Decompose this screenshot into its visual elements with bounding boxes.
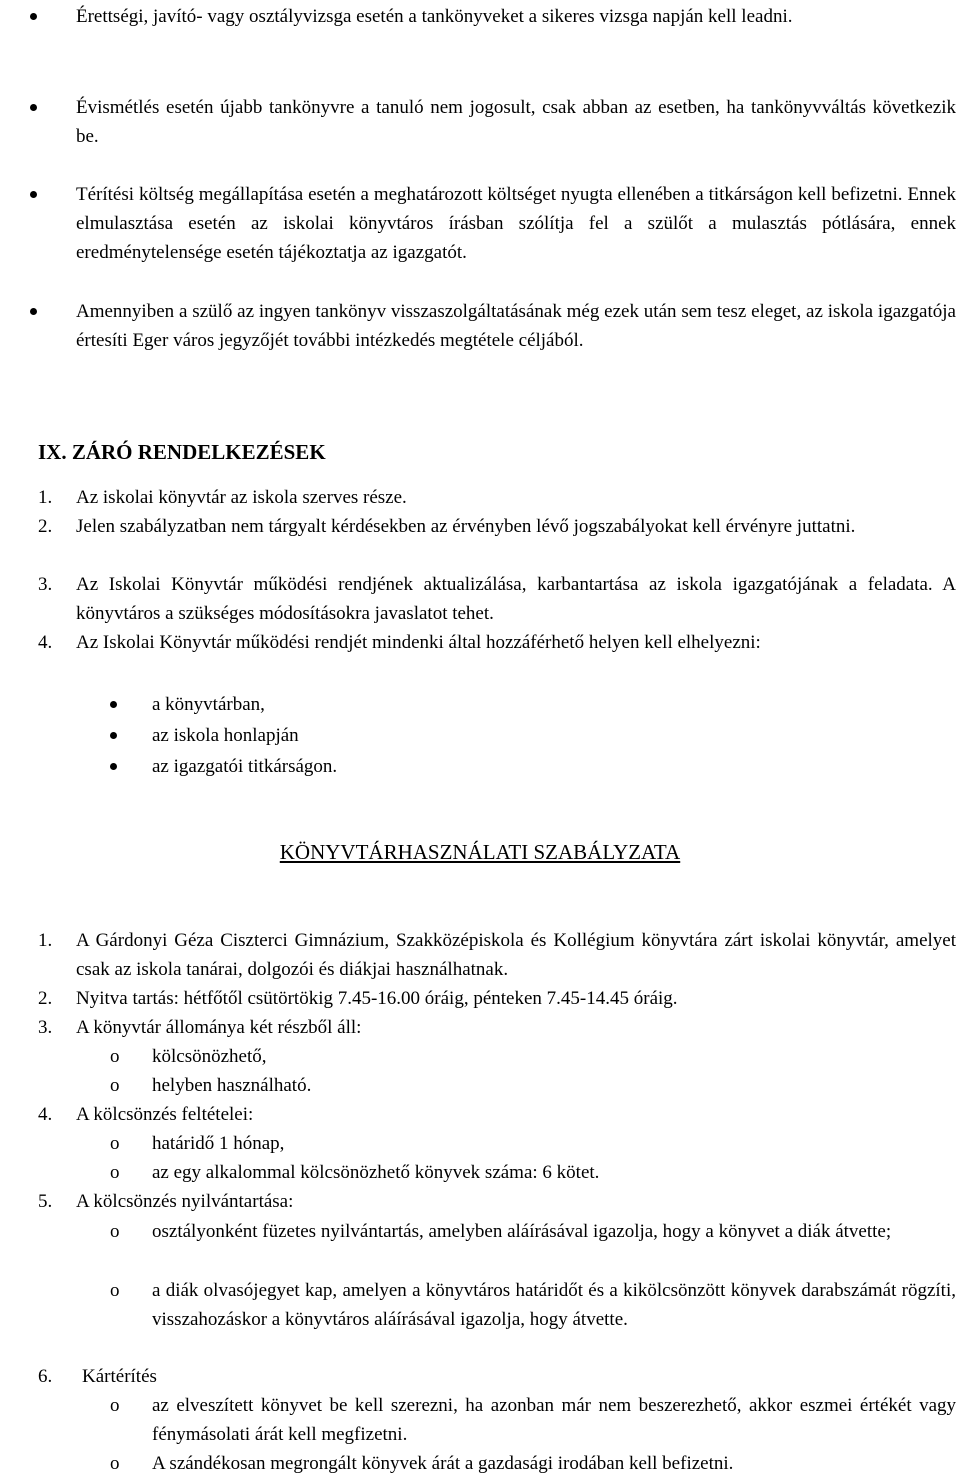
item-text: Az Iskolai Könyvtár működési rendjét mindenki által hozzáférhető helyen kell elhelyezni: [76,632,761,653]
item-number: 1. [38,487,53,508]
bullet-icon [110,732,117,739]
bullet-text: Térítési költség megállapítása esetén a meghatározott költséget nyugta ellenében a titkárságon kell befizetni. Ennek elmulasztása esetén az iskolai könyvtáros írásban szólítja fel a szülőt a mulasztás pótlására, ennek eredménytelensége esetén tájékoztatja az igazgatót. [76,184,956,263]
item-number: 4. [38,1104,53,1125]
place-text: az igazgatói titkárságon. [152,756,338,777]
sub-marker: o [110,1453,120,1474]
item-number: 2. [38,988,53,1009]
item-text: Nyitva tartás: hétfőtől csütörtökig 7.45-16.00 óráig, pénteken 7.45-14.45 óráig. [76,988,678,1009]
item-text: A könyvtár állománya két részből áll: [76,1017,362,1038]
item-number: 5. [38,1191,53,1212]
bullet-icon [30,191,37,198]
bullet-icon [30,308,37,315]
sub-text: határidő 1 hónap, [152,1133,285,1154]
sub-text: kölcsönözhető, [152,1046,267,1067]
bullet-icon [30,104,37,111]
sub-marker: o [110,1075,120,1096]
item-number: 1. [38,930,53,951]
sub-text: az egy alkalommal kölcsönözhető könyvek száma: 6 kötet. [152,1162,600,1183]
item-number: 3. [38,1017,53,1038]
bullet-text: Évismétlés esetén újabb tankönyvre a tanuló nem jogosult, csak abban az esetben, ha tankönyvváltás következik be. [76,97,956,147]
item-number: 6. [38,1366,53,1387]
item-text: Az iskolai könyvtár az iskola szerves része. [76,487,407,508]
item-number: 3. [38,574,53,595]
sub-marker: o [110,1221,120,1242]
item-number: 2. [38,516,53,537]
item-text: A kölcsönzés nyilvántartása: [76,1191,294,1212]
sub-marker: o [110,1395,120,1416]
sub-marker: o [110,1280,120,1301]
sub-text: az elveszített könyvet be kell szerezni, ha azonban már nem beszerezhető, akkor eszmei értékét vagy fénymásolati árát kell megfizetni. [152,1395,956,1445]
bullet-icon [110,763,117,770]
item-text: A kölcsönzés feltételei: [76,1104,254,1125]
sub-text: osztályonként füzetes nyilvántartás, amelyben aláírásával igazolja, hogy a könyvet a diák átvette; [152,1221,892,1242]
rules-title [0,840,960,865]
place-text: az iskola honlapján [152,725,299,746]
bullet-text: Amennyiben a szülő az ingyen tankönyv visszaszolgáltatásának még ezek után sem tesz eleget, az iskola igazgatója értesíti Eger város jegyzőjét további intézkedés megtétele céljából. [76,301,956,351]
sub-text: a diák olvasójegyet kap, amelyen a könyvtáros határidőt és a kikölcsönzött könyvek darabszámát rögzíti, visszahozáskor a könyvtáros aláírásával igazolja, hogy átvette. [152,1280,956,1330]
item-text: Jelen szabályzatban nem tárgyalt kérdésekben az érvényben lévő jogszabályokat kell érvényre juttatni. [76,516,856,537]
section-heading: IX. ZÁRÓ RENDELKEZÉSEK [38,440,326,464]
bullet-icon [30,13,37,20]
sub-marker: o [110,1162,120,1183]
item-number: 4. [38,632,53,653]
rules-title-text: KÖNYVTÁRHASZNÁLATI SZABÁLYZATA [279,840,681,864]
place-text: a könyvtárban, [152,694,265,715]
bullet-text: Érettségi, javító- vagy osztályvizsga esetén a tankönyveket a sikeres vizsga napján kell leadni. [76,6,793,27]
item-text: A Gárdonyi Géza Ciszterci Gimnázium, Szakközépiskola és Kollégium könyvtára zárt iskolai könyvtár, amelyet csak az iskola tanárai, dolgozói és diákjai használhatnak. [76,930,956,980]
sub-marker: o [110,1046,120,1067]
sub-text: helyben használható. [152,1075,312,1096]
item-text: Kártérítés [82,1366,157,1387]
item-text: Az Iskolai Könyvtár működési rendjének aktualizálása, karbantartása az iskola igazgatójának a feladata. A könyvtáros a szükséges módosításokra javaslatot tehet. [76,574,956,624]
sub-marker: o [110,1133,120,1154]
sub-text: A szándékosan megrongált könyvek árát a gazdasági irodában kell befizetni. [152,1453,734,1474]
bullet-icon [110,701,117,708]
